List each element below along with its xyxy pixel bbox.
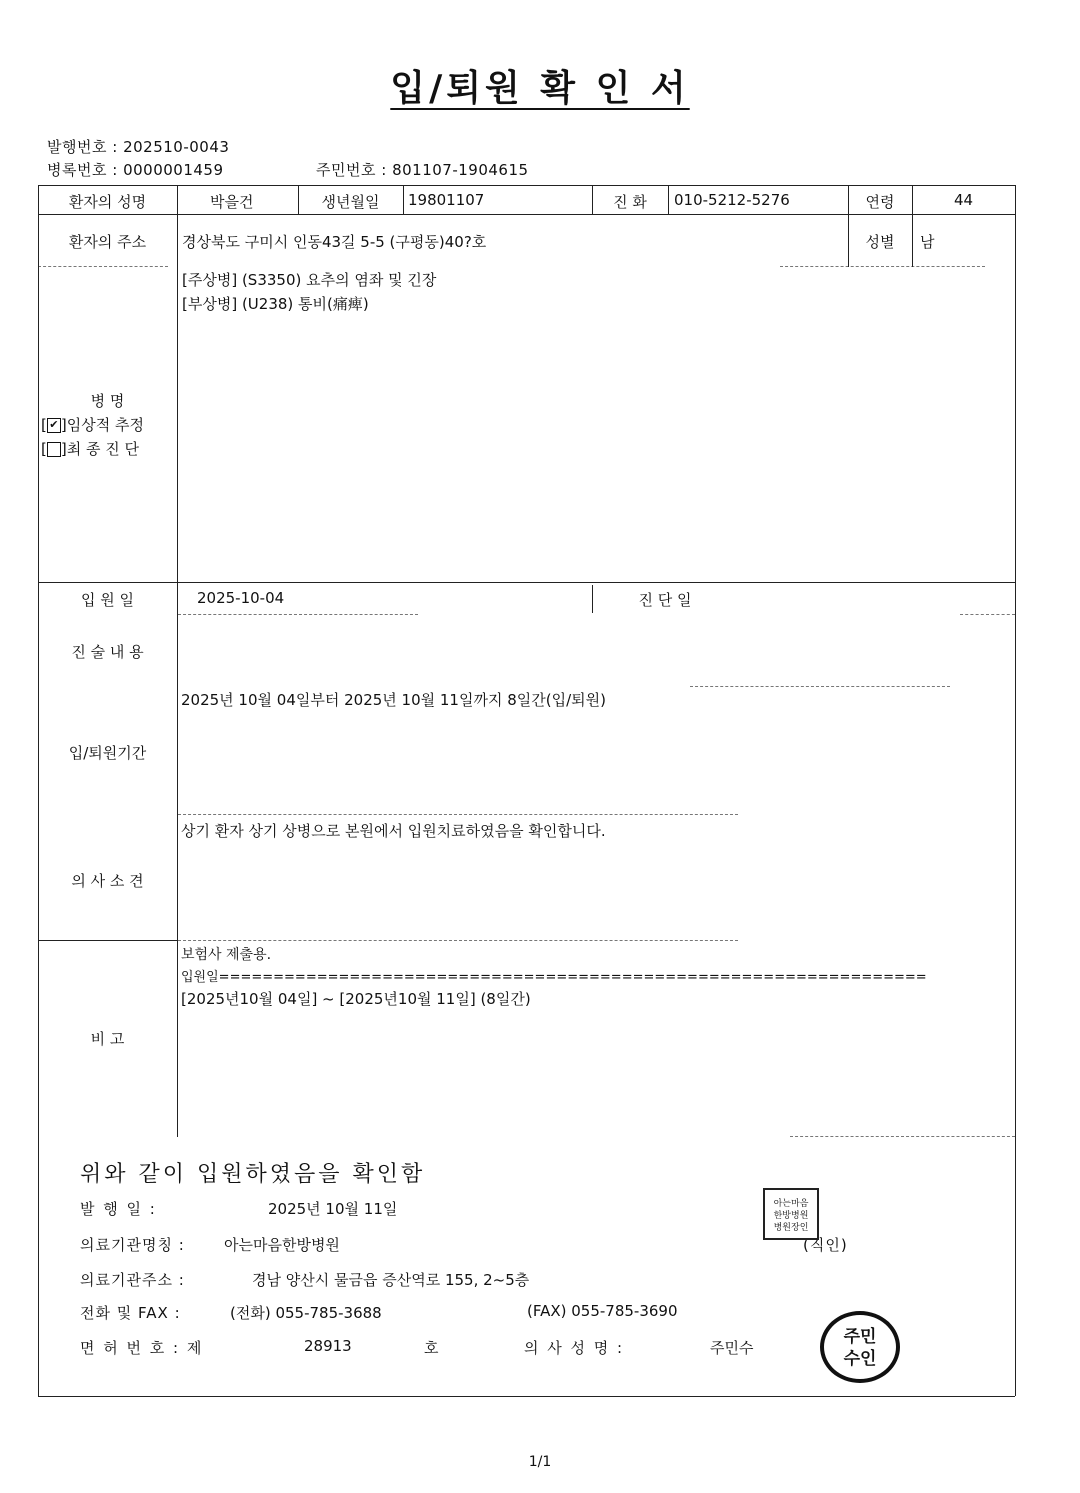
hospital-fax: (FAX) 055-785-3690 xyxy=(527,1302,678,1320)
patient-name-label: 환자의 성명 xyxy=(68,193,147,211)
clinical-estimate-option: [ ✔ ]임상적 추정 xyxy=(41,416,144,434)
hospital-name-label: 의료기관명칭 : xyxy=(80,1236,185,1254)
row-divider xyxy=(960,614,1015,615)
hospital-phone: (전화) 055-785-3688 xyxy=(230,1304,382,1322)
birth-date: 19801107 xyxy=(408,191,485,209)
svg-text:수인: 수인 xyxy=(843,1349,877,1369)
remarks-line-2: 입원일================================================================= xyxy=(181,970,927,985)
cell-divider xyxy=(592,585,593,613)
row-divider xyxy=(178,814,738,815)
row-divider xyxy=(38,582,1015,583)
license-number: 28913 xyxy=(304,1337,352,1355)
age-label: 연령 xyxy=(865,193,895,211)
row-divider xyxy=(178,940,738,941)
license-suffix: 호 xyxy=(424,1339,441,1357)
svg-text:한방병원: 한방병원 xyxy=(773,1211,809,1221)
document-title: 입/퇴원 확 인 서 xyxy=(390,68,690,109)
table-top-border xyxy=(38,185,1015,186)
row-divider xyxy=(780,266,985,267)
checkbox-checked-icon: ✔ xyxy=(47,418,61,433)
row-divider xyxy=(38,266,168,267)
doctor-opinion-label: 의 사 소 견 xyxy=(71,872,144,890)
issue-number: 발행번호 : 202510-0043 xyxy=(47,138,230,156)
doctor-opinion: 상기 환자 상기 상병으로 본원에서 입원치료하였음을 확인합니다. xyxy=(181,822,606,840)
admission-period-label: 입/퇴원기간 xyxy=(68,744,147,762)
diagnosis-date-label: 진 단 일 xyxy=(638,591,692,609)
doctor-name: 주민수 xyxy=(710,1339,754,1357)
row-divider xyxy=(38,940,178,941)
issue-date-label: 발 행 일 : xyxy=(80,1200,157,1218)
remarks-label: 비 고 xyxy=(90,1030,125,1048)
patient-phone: 010-5212-5276 xyxy=(674,191,790,209)
cell-divider xyxy=(403,185,404,214)
main-diagnosis: [주상병] (S3350) 요추의 염좌 및 긴장 xyxy=(182,271,437,289)
statement-label: 진 술 내 용 xyxy=(71,643,144,661)
table-right-border xyxy=(1015,185,1016,1396)
final-diagnosis-option: [ ]최 종 진 단 xyxy=(41,440,139,458)
remarks-line-3: [2025년10월 04일] ~ [2025년10월 11일] (8일간) xyxy=(181,990,531,1008)
issue-date: 2025년 10월 11일 xyxy=(268,1200,398,1218)
table-bottom-border xyxy=(38,1396,1015,1397)
sex-label: 성별 xyxy=(865,233,895,251)
admission-date: 2025-10-04 xyxy=(197,589,285,607)
admission-date-label: 입 원 일 xyxy=(80,591,134,609)
doctor-name-label: 의 사 성 명 : xyxy=(524,1339,625,1357)
svg-text:아는마음: 아는마음 xyxy=(773,1199,809,1209)
checkbox-empty-icon xyxy=(47,442,61,457)
confirmation-statement: 위와 같이 입원하였음을 확인함 xyxy=(80,1162,426,1187)
hospital-name: 아는마음한방병원 xyxy=(224,1236,340,1254)
birth-date-label: 생년월일 xyxy=(321,193,380,211)
diagnosis-label: 병 명 xyxy=(90,392,125,410)
license-label: 면 허 번 호 : 제 xyxy=(80,1339,204,1357)
doctor-seal-icon xyxy=(820,1311,900,1383)
phone-label: 진 화 xyxy=(613,193,647,211)
record-number: 병록번호 : 0000001459 xyxy=(47,161,224,179)
row-divider xyxy=(690,686,950,687)
patient-name: 박을건 xyxy=(210,193,254,211)
table-left-border xyxy=(38,185,39,1396)
cell-divider xyxy=(668,185,669,214)
address-label: 환자의 주소 xyxy=(68,233,147,251)
patient-age: 44 xyxy=(953,191,974,209)
remarks-line-1: 보험사 제출용. xyxy=(181,947,272,963)
label-column-divider xyxy=(177,185,178,1137)
row-divider xyxy=(790,1136,1015,1137)
hospital-address-label: 의료기관주소 : xyxy=(80,1271,185,1289)
patient-sex: 남 xyxy=(920,233,935,251)
patient-address: 경상북도 구미시 인동43길 5-5 (구평동)40?호 xyxy=(182,233,487,251)
row-divider xyxy=(38,214,1015,215)
hospital-seal-icon xyxy=(763,1188,819,1240)
hospital-address: 경남 양산시 물금읍 증산역로 155, 2~5층 xyxy=(252,1271,530,1289)
page-number: 1/1 xyxy=(528,1454,552,1470)
phone-fax-label: 전화 및 FAX : xyxy=(80,1304,181,1322)
official-seal-label: (직인) xyxy=(803,1236,848,1254)
svg-text:주민: 주민 xyxy=(843,1327,877,1347)
svg-text:병원장인: 병원장인 xyxy=(773,1223,809,1233)
admission-period: 2025년 10월 04일부터 2025년 10월 11일까지 8일간(입/퇴원) xyxy=(181,691,606,709)
row-divider xyxy=(178,614,418,615)
sub-diagnosis: [부상병] (U238) 통비(痛痺) xyxy=(182,295,369,313)
resident-number: 주민번호 : 801107-1904615 xyxy=(316,161,529,179)
